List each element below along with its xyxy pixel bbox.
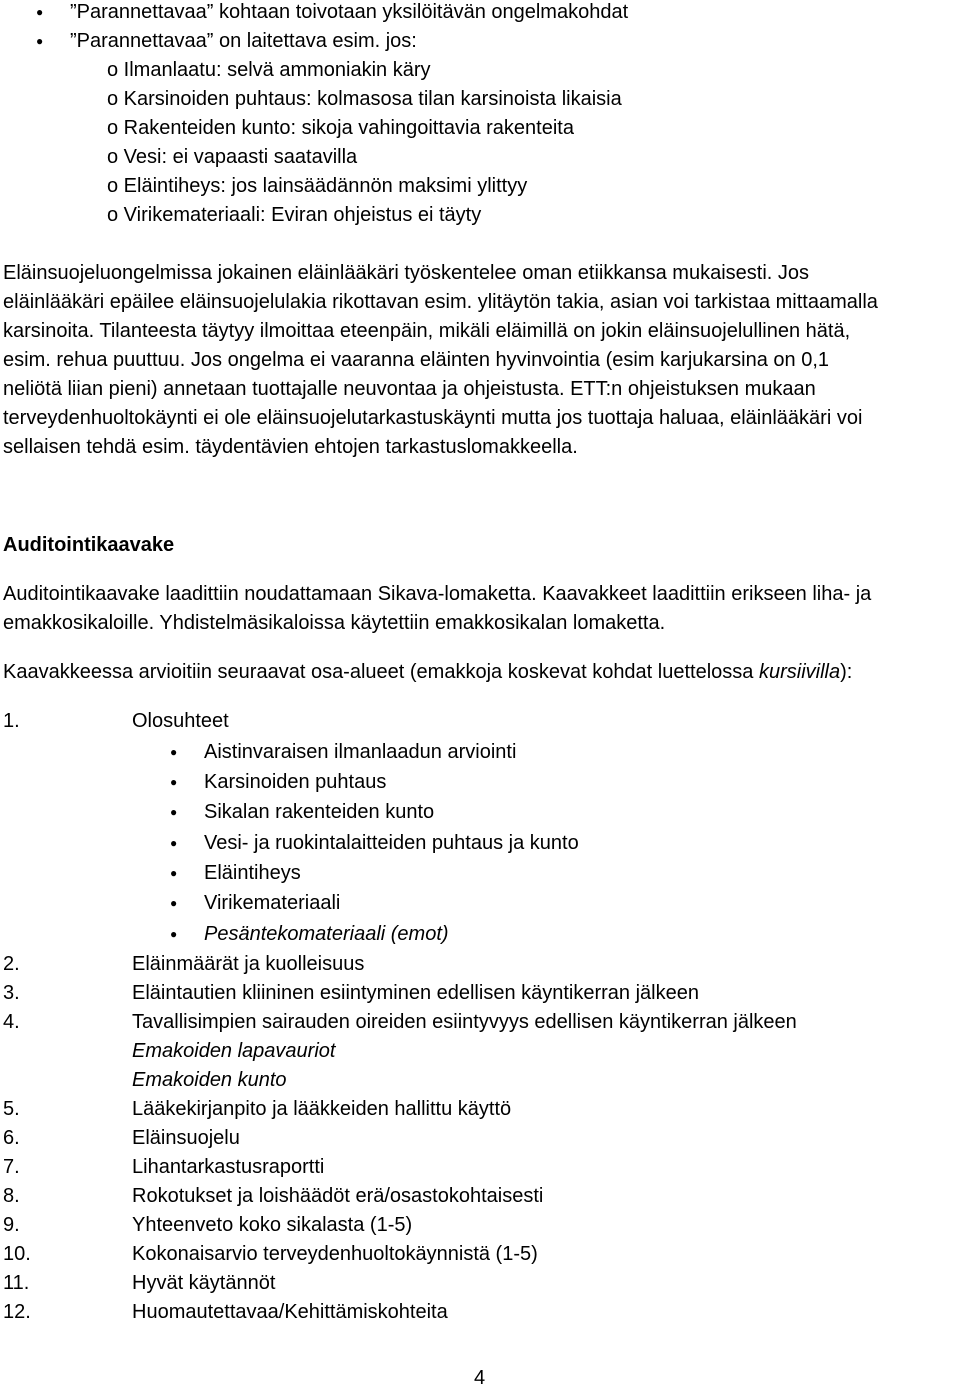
intro-suffix: ): (840, 661, 853, 683)
item-number: 12. (3, 1301, 31, 1323)
item-number: 5. (3, 1098, 20, 1120)
sub-item: o Eläintiheys: jos lainsäädännön maksimi ylittyy (107, 175, 528, 197)
item-number: 9. (3, 1214, 20, 1236)
item-label: Rokotukset ja loishäädöt erä/osastokohtaisesti (132, 1185, 544, 1207)
item-label: Huomautettavaa/Kehittämiskohteita (132, 1301, 448, 1323)
item-number: 7. (3, 1156, 20, 1178)
sub-item: o Virikemateriaali: Eviran ohjeistus ei täyty (107, 204, 482, 226)
item-label: Lihantarkastusraportti (132, 1156, 325, 1178)
sub-item: o Rakenteiden kunto: sikoja vahingoittavia rakenteita (107, 117, 574, 139)
paragraph-line: karsinoita. Tilanteesta täytyy ilmoittaa eteenpäin, mikäli eläimillä on jokin eläinsuojelullinen hätä, (3, 320, 851, 342)
sub-item: o Karsinoiden puhtaus: kolmasosa tilan karsinoista likaisia (107, 88, 622, 110)
item-label: Hyvät käytännöt (132, 1272, 276, 1294)
page-number: 4 (474, 1367, 486, 1389)
intro-line (3, 660, 852, 684)
paragraph-line: esim. rehua puuttuu. Jos ongelma ei vaaranna eläinten hyvinvointia (esim karjukarsina on 0,1 (3, 349, 830, 371)
item-label: Kokonaisarvio terveydenhuoltokäynnistä (1-5) (132, 1243, 538, 1265)
intro-prefix: Kaavakkeessa arvioitiin seuraavat osa-alueet (emakkoja koskevat kohdat luettelossa (3, 661, 759, 683)
bullet-item: ● ”Parannettavaa” kohtaan toivotaan yksilöitävän ongelmakohdat (70, 0, 628, 24)
item-number: 6. (3, 1127, 20, 1149)
item-number: 8. (3, 1185, 20, 1207)
item-label: Eläinmäärät ja kuolleisuus (132, 953, 365, 975)
item-label: Olosuhteet (132, 710, 229, 732)
section-heading: Auditointikaavake (3, 534, 175, 556)
item-label: Yhteenveto koko sikalasta (1-5) (132, 1214, 413, 1236)
bullet-item: ● Sikalan rakenteiden kunto (204, 800, 434, 824)
bullet-item: ● Aistinvaraisen ilmanlaadun arviointi (204, 740, 516, 764)
paragraph-line: sellaisen tehdä esim. täydentävien ehtojen tarkastuslomakkeella. (3, 436, 578, 458)
paragraph-line: Eläinsuojeluongelmissa jokainen eläinlääkäri työskentelee oman etiikkansa mukaisesti. Jos (3, 262, 809, 284)
paragraph-line: terveydenhuoltokäynti ei ole eläinsuojelutarkastuskäynti mutta jos tuottaja haluaa, eläinlääkäri voi (3, 407, 863, 429)
item-number: 1. (3, 710, 20, 732)
paragraph-line: emakkosikaloille. Yhdistelmäsikaloissa käytettiin emakkosikalan lomaketta. (3, 612, 666, 634)
sub-item-italic: Emakoiden kunto (132, 1069, 287, 1091)
paragraph-line: eläinlääkäri epäilee eläinsuojelulakia rikottavan esim. ylitäytön takia, asian voi tarkistaa mittaamalla (3, 291, 878, 313)
item-number: 2. (3, 953, 20, 975)
bullet-item: ● Karsinoiden puhtaus (204, 770, 386, 794)
sub-item: o Vesi: ei vapaasti saatavilla (107, 146, 358, 168)
bullet-item: ● Vesi- ja ruokintalaitteiden puhtaus ja kunto (204, 831, 579, 855)
bullet-item: ● ”Parannettavaa” on laitettava esim. jos: (70, 29, 417, 53)
item-number: 4. (3, 1011, 20, 1033)
item-label: Eläintautien kliininen esiintyminen edellisen käyntikerran jälkeen (132, 982, 699, 1004)
paragraph-line: Auditointikaavake laadittiin noudattamaan Sikava-lomaketta. Kaavakkeet laadittiin erikseen liha- ja (3, 583, 872, 605)
sub-item: o Ilmanlaatu: selvä ammoniakin käry (107, 59, 431, 81)
item-label: Lääkekirjanpito ja lääkkeiden hallittu käyttö (132, 1098, 512, 1120)
item-number: 10. (3, 1243, 31, 1265)
item-label: Eläinsuojelu (132, 1127, 240, 1149)
sub-item-italic: Emakoiden lapavauriot (132, 1040, 336, 1062)
item-number: 3. (3, 982, 20, 1004)
bullet-item: ● Pesäntekomateriaali (emot) (204, 922, 449, 946)
item-label: Tavallisimpien sairauden oireiden esiintyvyys edellisen käyntikerran jälkeen (132, 1011, 797, 1033)
paragraph-line: neliötä liian pieni) annetaan tuottajalle neuvontaa ja ohjeistusta. ETT:n ohjeistuksen mukaan (3, 378, 816, 400)
intro-italic: kursiivilla (758, 661, 841, 683)
item-number: 11. (3, 1272, 30, 1294)
bullet-item: ● Eläintiheys (204, 861, 301, 885)
bullet-item: ● Virikemateriaali (204, 891, 340, 915)
